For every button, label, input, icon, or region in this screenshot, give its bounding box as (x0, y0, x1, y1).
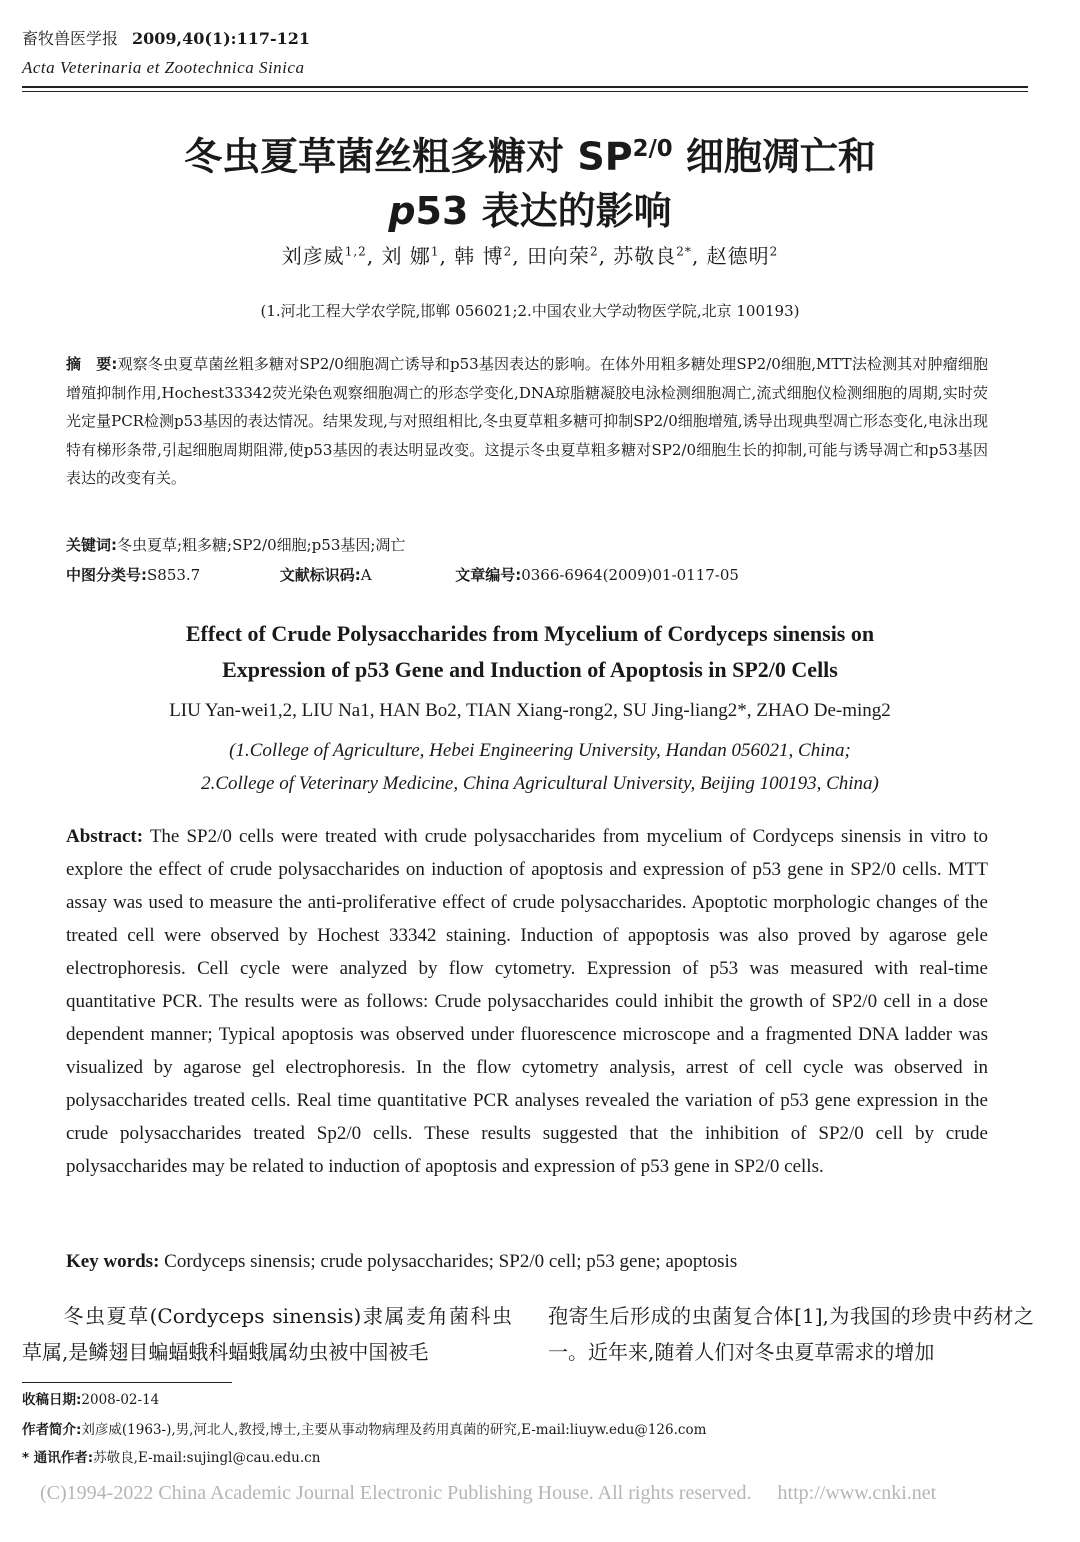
keywords-cn-label: 关键词: (66, 536, 117, 554)
corresponding-label: * 通讯作者: (22, 1450, 94, 1466)
keywords-cn (66, 532, 988, 558)
doc-code-value: A (360, 566, 372, 584)
authors-en: LIU Yan-wei1,2, LIU Na1, HAN Bo2, TIAN Xiang-rong2, SU Jing-liang2*, ZHAO De-ming2 (169, 700, 891, 721)
received-label: 收稿日期: (22, 1392, 82, 1408)
watermark-copyright: (C)1994-2022 China Academic Journal Electronic Publishing House. All rights reserved. (40, 1482, 752, 1504)
header-rule (22, 86, 1028, 92)
title-cn-line1-sup: 2/0 (632, 136, 673, 162)
abstract-cn-text: 观察冬虫夏草菌丝粗多糖对SP2/0细胞凋亡诱导和p53基因表达的影响。在体外用粗多糖处理SP2/0细胞,MTT法检测其对肿瘤细胞增殖抑制作用,Hochest33342荧光染色观察细胞凋亡的形态学变化,DNA琼脂糖凝胶电泳检测细胞凋亡,流式细胞仪检测细胞的周期,实时荧光定量PCR检测p53基因的表达情况。结果发现,与对照组相比,冬虫夏草粗多糖可抑制SP2/0细胞增殖,诱导出现典型凋亡形态变化,电泳出现特有梯形条带,引起细胞周期阻滞,使p53基因的表达明显改变。这提示冬虫夏草粗多糖对SP2/0细胞生长的抑制,可能与诱导凋亡和p53基因表达的改变有关。 (66, 355, 988, 487)
clc-value: S853.7 (147, 566, 201, 584)
title-cn-line1-a: 冬虫夏草菌丝粗多糖对 SP (184, 134, 633, 179)
author-bio-label: 作者简介: (22, 1422, 82, 1438)
corresponding-value: 苏敬良,E-mail:sujingl@cau.edu.cn (93, 1450, 321, 1466)
body-left-text: 冬虫夏草(Cordyceps sinensis)隶属麦角菌科虫草属,是鳞翅目蝙蝠蛾科蝠蛾属幼虫被中国被毛 (22, 1304, 512, 1364)
affiliation-en (0, 734, 1080, 800)
title-cn-line2-italic: p (388, 188, 416, 233)
title-cn-line1-b: 细胞凋亡和 (672, 134, 876, 179)
affiliation-en-line2: 2.College of Veterinary Medicine, China Agricultural University, Beijing 100193, China) (201, 773, 879, 794)
watermark-url: http://www.cnki.net (777, 1482, 937, 1504)
title-cn-line2: 53 表达的影响 (415, 188, 672, 233)
doc-code-label: 文献标识码: (279, 566, 361, 584)
author-cn: 苏敬良$^{2*}$, (613, 244, 700, 268)
body-right-text: 孢寄生后形成的虫菌复合体[1],为我国的珍贵中药材之一。近年来,随着人们对冬虫夏草需求的增加 (548, 1304, 1034, 1364)
paper-title-en (0, 616, 1060, 688)
cnki-watermark (40, 1482, 1040, 1505)
footnote-rule (22, 1382, 232, 1383)
abstract-en (66, 820, 988, 1183)
author-cn: 韩 博$^2$, (454, 244, 520, 268)
footnote-received (22, 1390, 159, 1410)
keywords-en (66, 1247, 988, 1277)
affiliation-cn: (1.河北工程大学农学院,邯郸 056021;2.中国农业大学动物医学院,北京 100193) (260, 302, 800, 320)
classification-line (66, 562, 988, 588)
body-column-left (22, 1298, 512, 1370)
footnote-author (22, 1420, 706, 1440)
abstract-cn-label: 摘 要: (66, 355, 118, 373)
abstract-en-text: The SP2/0 cells were treated with crude polysaccharides from mycelium of Cordyceps sinensis in vitro to explore the effect of crude polysaccharides on induction of apoptosis and expression of p53 gene in SP2/0 cells. MTT assay was used to measure the anti-proliferative effect of crude polysaccharides. Apoptotic morphologic changes of the treated cell were observed by Hochest 33342 staining. Induction of appoptosis was also proved by agarose gele electrophoresis. Cell cycle were analyzed by flow cytometry. Expression of p53 was measured with real-time quantitative PCR. The results were as follows: Crude polysaccharides could inhibit the growth of SP2/0 cell in a dose dependent manner; Typical apoptosis was observed under fluorescence microscope and a fragmented DNA ladder was visualized by agarose gel electrophoresis. In the flow cytometry analysis, arrest of cell cycle was observed in polysaccharides treated cells. Real time quantitative PCR analyses revealed the variation of p53 gene expression in the crude polysaccharides treated Sp2/0 cells. These results suggested that the inhibition of SP2/0 cell by crude polysaccharides may be related to induction of apoptosis and expression of p53 gene in SP2/0 cells. (66, 826, 988, 1177)
journal-header (22, 26, 310, 49)
keywords-en-text: Cordyceps sinensis; crude polysaccharides; SP2/0 cell; p53 gene; apoptosis (164, 1251, 738, 1272)
journal-volume: 2009,40(1):117-121 (132, 29, 310, 48)
title-en-line1: Effect of Crude Polysaccharides from Mycelium of Cordyceps sinensis on (185, 621, 875, 646)
paper-title-cn (0, 122, 1060, 238)
author-cn: 赵德明$^2$ (706, 244, 779, 268)
abstract-cn (66, 350, 988, 493)
received-value: 2008-02-14 (81, 1392, 160, 1408)
article-no-value: 0366-6964(2009)01-0117-05 (521, 566, 739, 584)
title-en-line2: Expression of p53 Gene and Induction of Apoptosis in SP2/0 Cells (222, 657, 838, 682)
author-cn: 刘彦威$^{1,2}$, (281, 244, 375, 268)
keywords-cn-text: 冬虫夏草;粗多糖;SP2/0细胞;p53基因;凋亡 (117, 536, 406, 554)
abstract-en-label: Abstract: (66, 826, 144, 847)
author-cn: 刘 娜$^1$, (381, 244, 447, 268)
footnote-corresponding (22, 1448, 320, 1468)
keywords-en-label: Key words: (66, 1251, 160, 1272)
journal-name-en: Acta Veterinaria et Zootechnica Sinica (22, 58, 305, 77)
affiliation-en-line1: (1.College of Agriculture, Hebei Engineering University, Handan 056021, China; (229, 740, 851, 761)
authors-cn (0, 240, 1060, 269)
clc-label: 中图分类号: (66, 566, 147, 584)
article-no-label: 文章编号: (455, 566, 522, 584)
body-column-right (548, 1298, 1034, 1370)
author-cn: 田向荣$^2$, (526, 244, 606, 268)
author-bio-value: 刘彦威(1963-),男,河北人,教授,博士,主要从事动物病理及药用真菌的研究,E-mail:liuyw.edu@126.com (81, 1422, 707, 1438)
journal-name-cn: 畜牧兽医学报 (22, 29, 119, 48)
